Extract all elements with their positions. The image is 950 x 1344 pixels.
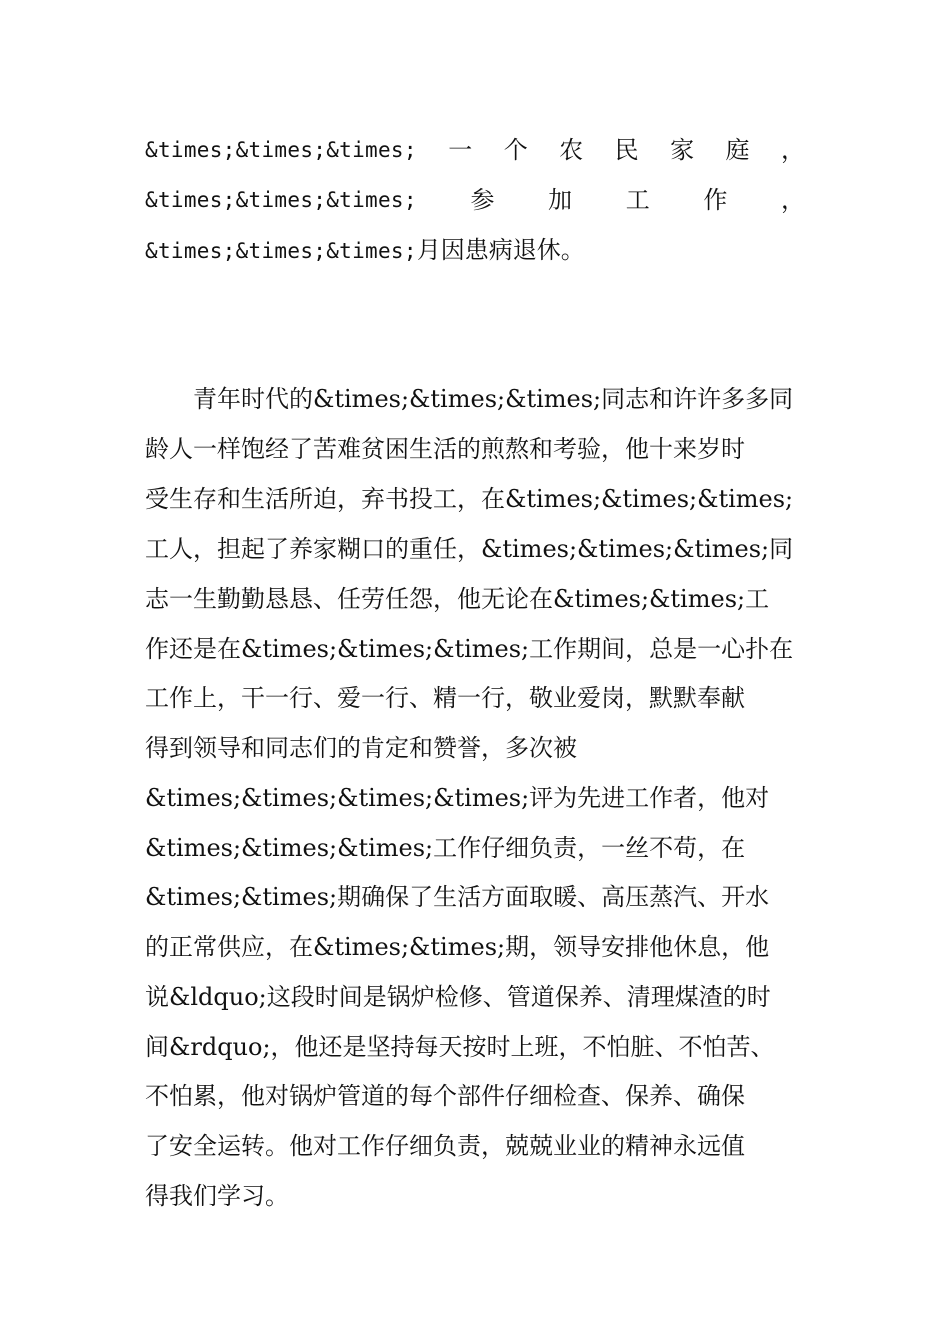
para2-line: 受生存和生活所迫，弃书投工，在&times;&times;&times; <box>145 485 794 513</box>
para1-line1-char: 庭 <box>725 136 750 164</box>
para1-line2-prefix: &times;&times;&times; <box>145 188 417 212</box>
para1-line1 <box>145 134 805 166</box>
para2-line: 得到领导和同志们的肯定和赞誉，多次被 <box>145 734 577 762</box>
para1-line3 <box>145 234 805 266</box>
para1-line2-char: 工 <box>625 186 650 214</box>
para1-line1-char: 家 <box>670 136 695 164</box>
para1-line1-prefix: &times;&times;&times; <box>145 138 417 162</box>
para1-line3-prefix: &times;&times;&times; <box>145 239 417 263</box>
para1-line1-char: 民 <box>614 136 639 164</box>
para1-line2 <box>145 184 805 216</box>
para2-line: 志一生勤勤恳恳、任劳任怨，他无论在&times;&times;工 <box>145 585 770 613</box>
para2-line: 青年时代的&times;&times;&times;同志和许许多多同 <box>193 385 794 413</box>
para2-line: 工作上，干一行、爱一行、精一行，敬业爱岗，默默奉献 <box>145 684 745 712</box>
para2-line: 了安全运转。他对工作仔细负责，兢兢业业的精神永远值 <box>145 1132 745 1160</box>
para2-line: 不怕累，他对锅炉管道的每个部件仔细检查、保养、确保 <box>145 1082 745 1110</box>
para1-line1-char: ， <box>780 136 805 164</box>
para2-line: &times;&times;&times;&times;评为先进工作者，他对 <box>145 784 770 812</box>
para1-line1-char: 一 <box>448 136 473 164</box>
para1-line2-char: ， <box>780 186 805 214</box>
para2-line: &times;&times;期确保了生活方面取暖、高压蒸汽、开水 <box>145 883 770 911</box>
para2-line: 的正常供应，在&times;&times;期，领导安排他休息，他 <box>145 933 770 961</box>
para2-line: 龄人一样饱经了苦难贫困生活的煎熬和考验，他十来岁时 <box>145 435 745 463</box>
para2-line: 得我们学习。 <box>145 1182 289 1210</box>
para1-line1-char: 个 <box>503 136 528 164</box>
para1-line2-char: 参 <box>470 186 495 214</box>
para2-line: 间&rdquo;，他还是坚持每天按时上班，不怕脏、不怕苦、 <box>145 1033 775 1061</box>
para1-line2-char: 作 <box>703 186 728 214</box>
para2-line: 工人，担起了养家糊口的重任，&times;&times;&times;同 <box>145 535 794 563</box>
para2-line: 作还是在&times;&times;&times;工作期间，总是一心扑在 <box>145 635 794 663</box>
para2-line: 说&ldquo;这段时间是锅炉检修、管道保养、清理煤渣的时 <box>145 983 771 1011</box>
para1-line3-text: 月因患病退休。 <box>416 236 585 264</box>
para2-line: &times;&times;&times;工作仔细负责，一丝不苟，在 <box>145 834 746 862</box>
para1-line2-char: 加 <box>548 186 573 214</box>
para1-line1-char: 农 <box>559 136 584 164</box>
